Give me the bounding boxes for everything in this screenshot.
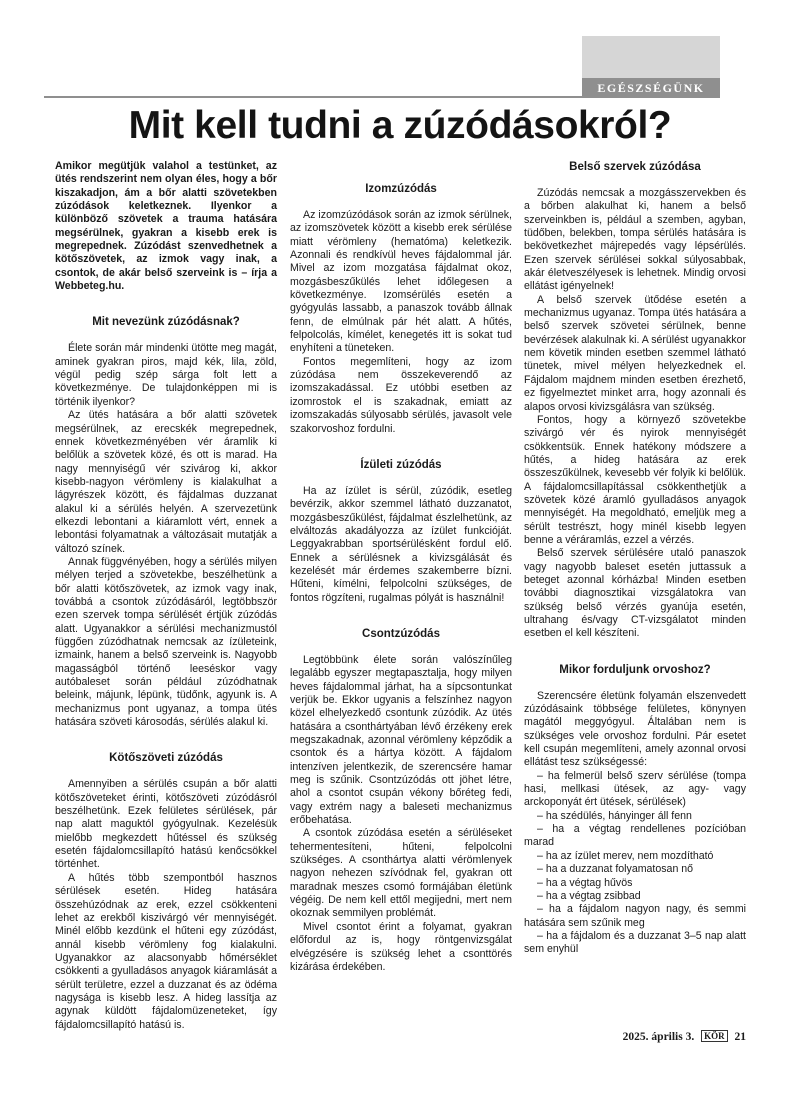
page-number: 21 [734,1031,746,1043]
issue-date: 2025. április 3. [622,1031,695,1043]
article-lead: Amikor megütjük valahol a testünket, az ütés rendszerint nem olyan éles, hogy a bőr kiszakadjon, ám a bőr alatti szövetekben zúzódások keletkeznek. Ilyenkor a különböző szövetek a trauma hatására megsérülnek, gyakran a kisebb erek is megrepednek. Zúzódást szenvedhetnek a kötőszövetek, az izmok vagy inak, a csontok, de akár belső szerveink is – írja a Webbeteg.hu. [55,160,277,293]
paragraph: A csontok zúzódása esetén a sérüléseket tehermentesíteni, hűteni, felpolcolni szükséges. A csonthártya alatti vérömlenyek nagyon nehezen szívódnak fel, gyakran ott maradnak meszes csomó formájában életünk végéig. De nem kell ettől megijedni, mert nem okoznak semmilyen problémát. [290,827,512,920]
heading-kotoszoveti: Kötőszöveti zúzódás [109,752,223,765]
list-item: – ha felmerül belső szerv sérülése (tompa hasi, mellkasi ütések, az agy- vagy arckoponyát ért ütések, sérülések) [524,769,746,809]
heading-belso-szervek: Belső szervek zúzódása [569,161,701,173]
paragraph: Szerencsére életünk folyamán elszenvedett zúzódásaink többsége felületes, könynyen magától meggyógyul. Általában nem is szükséges vele orvoshoz fordulni. Pár esetet kell csupán megemlíteni, amely azonnal orvosi ellátást tesz szükségessé: [524,689,746,769]
list-item: – ha szédülés, hányinger áll fenn [537,809,692,822]
paragraph: Legtöbbünk élete során valószínűleg legalább egyszer megtapasztalja, hogy milyen heves fájdalommal járhat, ha a sípcsontunkat verjük be. Ekkor ugyanis a felszínhez nagyon közel elhelyezkedő csontunk zúzódik. Az ütés hatására a csonthártyában lévő érzékeny erek megszakadnak, azonnal vérömleny képződik a csontok és a hártya között. A fájdalom intenzíven jelentkezik, de szerencsére hamar meg is szűnik. Csontzúzódás ott jöhet létre, ahol a csontot csupán vékony bőréteg fedi, vagy extrém nagy a baleseti mechanizmus erőbehatása. [290,653,512,827]
paragraph: Ha az ízület is sérül, zúzódik, esetleg bevérzik, akkor szemmel látható duzzanatot, mozgásbeszűkülést, fájdalmat észlelhetünk, az elváltozás akadályozza az ízület funkcióját. Leggyakrabban sportsérülésként fordul elő. Ennek a sérülésnek a kivizsgálását és kezelését már érdemes szakemberre bízni. Hűteni, kímélni, felpolcolni szükséges, de fontos rögzíteni, rugalmas pólyát is használni! [290,484,512,604]
paragraph: Fontos megemlíteni, hogy az izom zúzódása nem összekeverendő az izomszakadással. Ez utóbbi esetben az izomrostok el is szakadnak, emiatt az izomszakadás súlyosabb sérülés, javasolt vele szakorvoshoz fordulni. [290,355,512,435]
heading-izuleti: Ízületi zúzódás [360,458,442,471]
heading-mit-nevezunk: Mit nevezünk zúzódásnak? [92,316,240,329]
list-item: – ha az ízület merev, nem mozdítható [537,849,714,862]
paragraph: Az izomzúzódások során az izmok sérülnek, az izomszövetek között a kisebb erek sérülése miatt vérömleny (hematóma) keletkezik. Azonnali és rendkívül heves fájdalommal jár. Mivel az izom mozgatása fájdalmat okoz, mozgásbeszűkülés lehet időlegesen a következménye. Izomsérülés esetén a gyógyulás lassabb, a panaszok tovább állnak fenn, de elmúlnak pár hét alatt. A hűtés, felpolcolás, kímélet, kenegetés itt is sokat tud enyhíteni a tüneteken. [290,209,512,355]
list-item: – ha a duzzanat folyamatosan nő [537,863,694,876]
page-footer [480,1030,746,1043]
column-3 [524,160,746,957]
paragraph: Fontos, hogy a környező szövetekbe szivárgó vér és nyirok mennyiségét csökkentsük. Ennek hatékony módszere a hűtés, a hideg hatására az erek összeszűkülnek, kevesebb vér folyik ki belőlük. A fájdalomcsillapítással csökkenthetjük a szövetek közé áramló gyulladásos anyagok mennyiségét. Ha megoldható, emeljük meg a sérült testrészt, hogy minél kisebb legyen benne a véráramlás, ezzel a vérzés. [524,413,746,546]
publication-logo: KÖR [701,1030,728,1042]
list-item: – ha a végtag zsibbad [537,889,641,902]
paragraph: Élete során már mindenki ütötte meg magát, aminek gyakran piros, majd kék, lila, zöld, végül pedig szép sárga folt lett a következménye. De tulajdonképpen mi is történik ilyenkor? [55,342,277,408]
paragraph: Mivel csontot érint a folyamat, gyakran előfordul az is, hogy röntgenvizsgálat elvégzésére is szükség lehet a csonttörés kizárása érdekében. [290,920,512,973]
column-1 [55,160,277,1032]
heading-csontzuzodas: Csontzúzódás [362,627,440,640]
section-label: EGÉSZSÉGÜNK [582,78,720,98]
paragraph: A hűtés több szempontból hasznos sérülések esetén. Hideg hatására összehúzódnak az erek, ezzel csökkenteni lehet az erekből kiszivárgó vér mennyiségét. Minél előbb kezdünk el hűteni egy zúzódást, annál kisebb vérömleny fog kialakulni. Ugyanakkor az alacsonyabb hőmérséklet csökkenti a gyulladásos anyagok kiáramlását a sérült területre, ezzel a duzzanat és az ödéma nagysága is kisebb lesz. A hideg lassítja az agynak küldött fájdalomüzeneteket, így fájdalomcsillapító hatású is. [55,871,277,1031]
article-title: Mit kell tudni a zúzódásokról? [128,104,672,147]
list-item: – ha a fájdalom és a duzzanat 3–5 nap alatt sem enyhül [524,929,746,956]
header-rule [44,96,720,98]
paragraph: A belső szervek ütődése esetén a mechanizmus ugyanaz. Tompa ütés hatására a belső szervek szövetei sérülnek, benne bevérzések alakulnak ki. A sérülést ugyanakkor nem követik minden esetben szemmel látható tünetek, mivel mélyen helyezkednek el. Fájdalom majdnem minden esetben érezhető, ez figyelmeztet minket arra, hogy azonnali és alapos orvosi kivizsgálásra van szükség. [524,293,747,413]
list-item: – ha a fájdalom nagyon nagy, és semmi hatására sem szűnik meg [524,903,746,929]
paragraph: Annak függvényében, hogy a sérülés milyen mélyen terjed a szövetekbe, beszélhetünk a bőr alatti kötőszövetek, az izmok vagy inak, továbbá a csontok zúzódásáról, legtöbbször ezen szervek tompa sérülését értjük zúzódás alatt. Ugyanakkor a sérülési mechanizmustól függően zúzódhatnak nemcsak az ízületeink, izmaink, hanem a belső szerveink is. Nagyobb magasságból történő leeséskor vagy autóbaleset során például zúzódhatnak beleink, májunk, lépünk, tüdőnk, agyunk is. A mechanizmus pont ugyanaz, a tompa ütés hatására szöveti károsodás, sérülés alakul ki. [55,555,277,729]
paragraph: Az ütés hatására a bőr alatti szövetek megsérülnek, az erecskék megrepednek, ennek következményében vér áramlik ki belőlük a szövetek közé, és ott is marad. Ha nagy mennyiségű vér szivárog ki, akkor kisebb-nagyon vérömleny is kialakulhat a lágyrészek között, és fájdalmas duzzanat alakul ki a sérülés helyén. A szervezetünk elkezdi lebontani a kiáramlott vért, ennek a lebontási folyamatnak a változásait mutatják a változó színek. [55,409,277,555]
paragraph: Zúzódás nemcsak a mozgásszervekben és a bőrben alakulhat ki, hanem a belső szerveinkben is, például a szemben, agyban, tüdőben, belekben, tompa sérülés hatására is bekövetkezhet májrepedés vagy lépsérülés. Ezen szervek sérülései sokkal súlyosabbak, akár életveszélyesek is lehetnek. Mindig orvosi ellátást igényelnek! [524,187,746,293]
column-2 [290,160,512,974]
paragraph: Amennyiben a sérülés csupán a bőr alatti kötőszöveteket érinti, kötőszöveti zúzódásról beszélhetünk. Ezek felületes sérülések, pár nap alatt maguktól gyógyulnak. Kezelésük mielőbb megkezdett hűtéssel és szükség esetén fájdalomcsillapító hatású kenőcsökkel történhet. [55,778,277,871]
list-item: – ha a végtag hűvös [537,876,633,889]
paragraph: Belső szervek sérülésére utaló panaszok vagy nagyobb baleset esetén juttassuk a beteget azonnal kórházba! Minden esetben további diagnosztikai vizsgálatokra van szükség belső vérzés gyanúja esetén, ultrahang és/vagy CT-vizsgálatot minden esetben el kell készíteni. [524,547,746,640]
list-item: – ha a végtag rendellenes pozícióban marad [524,823,746,849]
heading-izomzuzodas: Izomzúzódás [365,183,437,195]
heading-mikor-orvoshoz: Mikor forduljunk orvoshoz? [559,663,711,676]
